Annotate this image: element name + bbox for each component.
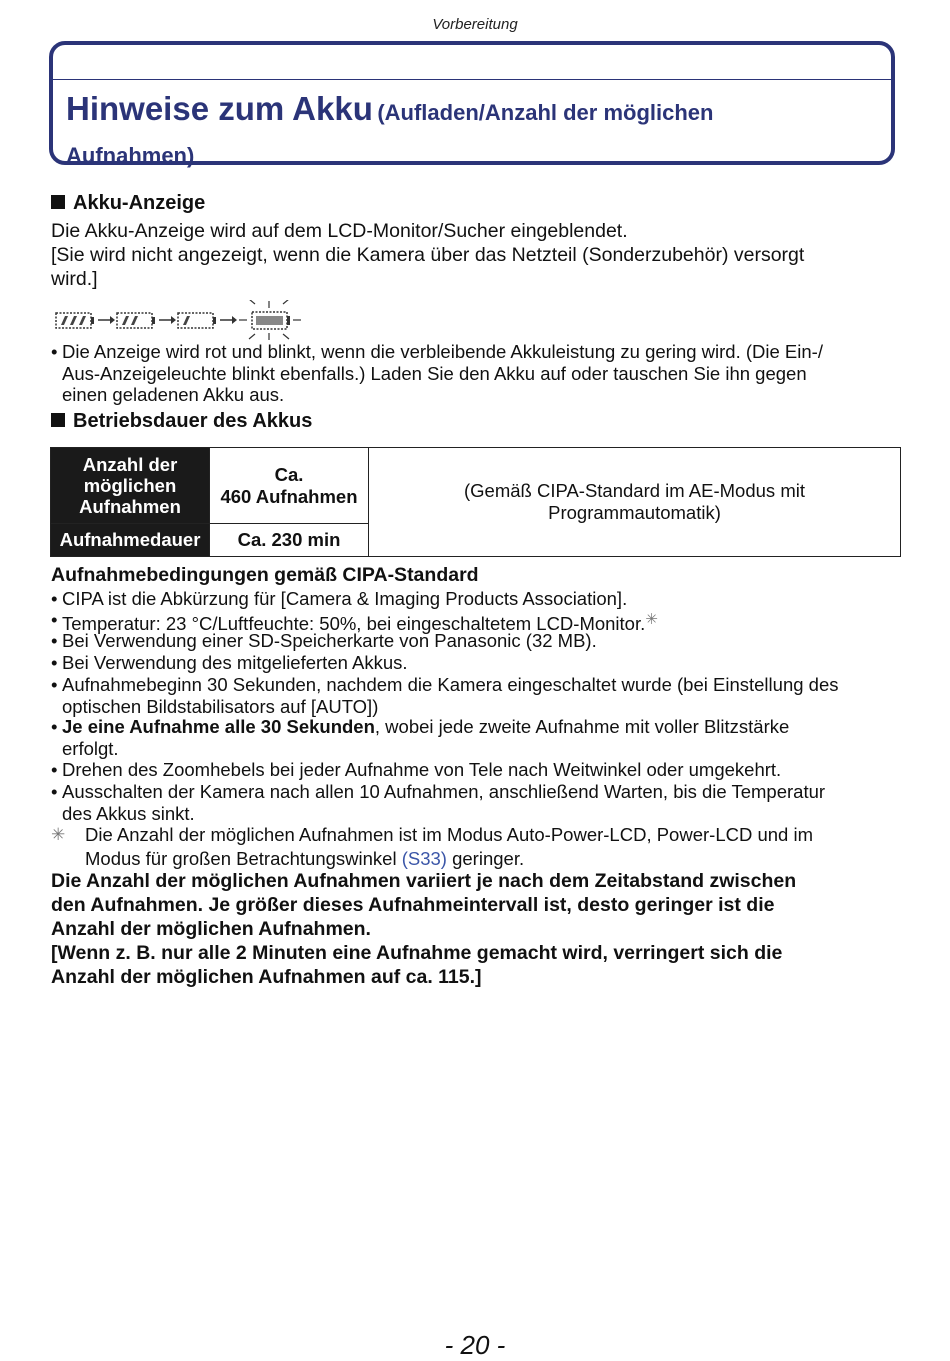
hinweis-paragraph [51,869,901,989]
bedingung-5: • Aufnahmebeginn 30 Sekunden, nachdem die Kamera eingeschaltet wurde (bei Einstellung des optischen Bildstabilisators auf [AUTO]) [51,674,839,717]
bedingung-7: • Drehen des Zoomhebels bei jeder Aufnahme von Tele nach Weitwinkel oder umgekehrt. [51,759,901,781]
table-note-l2: Programmautomatik) [548,502,721,523]
heading-akku-anzeige-text: Akku-Anzeige [73,192,206,214]
bedingung-6: • Je eine Aufnahme alle 30 Sekunden, wobei jede zweite Aufnahme mit voller Blitzstärke erfolgt. [51,716,790,759]
row2-value: Ca. 230 min [210,524,369,557]
heading-betriebsdauer [51,410,312,433]
akku-line-1: Die Akku-Anzeige wird auf dem LCD-Monitor/Sucher eingeblendet. [51,220,628,242]
bedingung-8-l2: des Akkus sinkt. [62,802,195,824]
bedingung-6-l2: erfolgt. [62,737,119,759]
akku-bullet: • Die Anzeige wird rot und blinkt, wenn die verbleibende Akkuleistung zu gering wird. (Die Ein-/ Aus-Anzeigeleuchte blinkt ebenfalls.) Laden Sie den Akku auf oder tauschen Sie ihn gegen einen geladenen Akku aus. [51,341,823,405]
page-reference-link[interactable]: (S33) [401,848,447,869]
square-bullet-icon [51,195,65,209]
footnote [51,823,901,871]
bedingung-1: • CIPA ist die Abkürzung für [Camera & Imaging Products Association]. [51,588,901,610]
akku-line-2: [Sie wird nicht angezeigt, wenn die Kamera über das Netzteil (Sonderzubehör) versorgt [51,244,805,266]
akku-line-3: wird.] [51,268,98,290]
row1-header [51,448,210,524]
row1-header-l3: Aufnahmen [79,496,181,517]
betriebsdauer-table [50,447,901,557]
bedingung-4-text: Bei Verwendung des mitgelieferten Akkus. [62,652,408,673]
bedingung-3: • Bei Verwendung einer SD-Speicherkarte von Panasonic (32 MB). [51,630,901,652]
row1-header-l1: Anzahl der [82,454,178,475]
table-note [369,448,901,557]
arrow-right-icon [98,316,115,324]
bedingung-1-text: CIPA ist die Abkürzung für [Camera & Imaging Products Association]. [62,588,628,609]
arrow-right-icon [159,316,176,324]
footnote-l2b: geringer. [446,848,525,869]
hinweis-l4: [Wenn z. B. nur alle 2 Minuten eine Aufnahme gemacht wird, verringert sich die [51,942,783,964]
page-number: - 20 - [444,1330,506,1360]
heading-betriebsdauer-text: Betriebsdauer des Akkus [73,410,313,432]
bedingung-6-rest: , wobei jede zweite Aufnahme mit voller Blitzstärke [374,716,790,737]
footnote-l1: Die Anzahl der möglichen Aufnahmen ist im Modus Auto-Power-LCD, Power-LCD und im [85,824,813,845]
table-row [51,448,901,524]
section-header: Vorbereitung [432,16,518,33]
bedingung-8-l1: Ausschalten der Kamera nach allen 10 Aufnahmen, anschließend Warten, bis die Temperatur [62,781,826,802]
battery-two-thirds-icon [117,313,155,328]
table-note-l1: (Gemäß CIPA-Standard im AE-Modus mit [464,480,805,501]
bedingung-6-bold: Je eine Aufnahme alle 30 Sekunden [62,716,375,737]
title-main: Hinweise zum Akku [66,90,373,127]
row2-header: Aufnahmedauer [51,524,210,557]
battery-empty-blinking-icon [239,300,301,340]
heading-akku-anzeige [51,192,205,215]
hinweis-l5: Anzahl der möglichen Aufnahmen auf ca. 115.] [51,966,482,988]
bedingung-5-l1: Aufnahmebeginn 30 Sekunden, nachdem die Kamera eingeschaltet wurde (bei Einstellung des [62,674,839,695]
heading-bedingungen: Aufnahmebedingungen gemäß CIPA-Standard [51,564,479,586]
square-bullet-icon [51,413,65,427]
row1-value [210,448,369,524]
battery-full-icon [56,313,94,328]
bedingung-8: • Ausschalten der Kamera nach allen 10 Aufnahmen, anschließend Warten, bis die Temperatur des Akkus sinkt. [51,781,826,824]
bedingung-7-text: Drehen des Zoomhebels bei jeder Aufnahme von Tele nach Weitwinkel oder umgekehrt. [62,759,782,780]
battery-one-third-icon [178,313,216,328]
hinweis-l3: Anzahl der möglichen Aufnahmen. [51,918,371,940]
row1-value-l2: 460 Aufnahmen [220,485,358,507]
bedingung-4: • Bei Verwendung des mitgelieferten Akkus. [51,652,901,674]
title-rule [53,79,891,80]
title-sub-2: Aufnahmen) [66,143,195,168]
battery-indicator-sequence [53,300,313,340]
bedingung-2-text: Temperatur: 23 °C/Luftfeuchte: 50%, bei eingeschaltetem LCD-Monitor. [62,613,646,634]
hinweis-l2: den Aufnahmen. Je größer dieses Aufnahmeintervall ist, desto geringer ist die [51,894,775,916]
page-title [66,89,866,179]
hinweis-l1: Die Anzahl der möglichen Aufnahmen variiert je nach dem Zeitabstand zwischen [51,870,797,892]
footnote-mark: ✳ [51,825,66,844]
footnote-l2a: Modus für großen Betrachtungswinkel [85,848,402,869]
bedingung-3-text: Bei Verwendung einer SD-Speicherkarte von Panasonic (32 MB). [62,630,597,651]
bedingung-5-l2: optischen Bildstabilisators auf [AUTO]) [62,695,379,717]
row1-value-l1: Ca. [274,463,304,485]
footnote-mark: ✳ [645,611,658,628]
row1-header-l2: möglichen [83,475,177,496]
akku-bullet-l3: einen geladenen Akku aus. [62,384,285,405]
akku-bullet-l2: Aus-Anzeigeleuchte blinkt ebenfalls.) Laden Sie den Akku auf oder tauschen Sie ihn gegen [62,362,807,384]
title-box [49,41,895,168]
title-sub-1: (Aufladen/Anzahl der möglichen [377,100,714,125]
arrow-right-icon [220,316,237,324]
akku-bullet-l1: Die Anzeige wird rot und blinkt, wenn die verbleibende Akkuleistung zu gering wird. (Die Ein-/ [62,341,823,362]
bedingung-2: • Temperatur: 23 °C/Luftfeuchte: 50%, bei eingeschaltetem LCD-Monitor.✳ [51,609,658,634]
